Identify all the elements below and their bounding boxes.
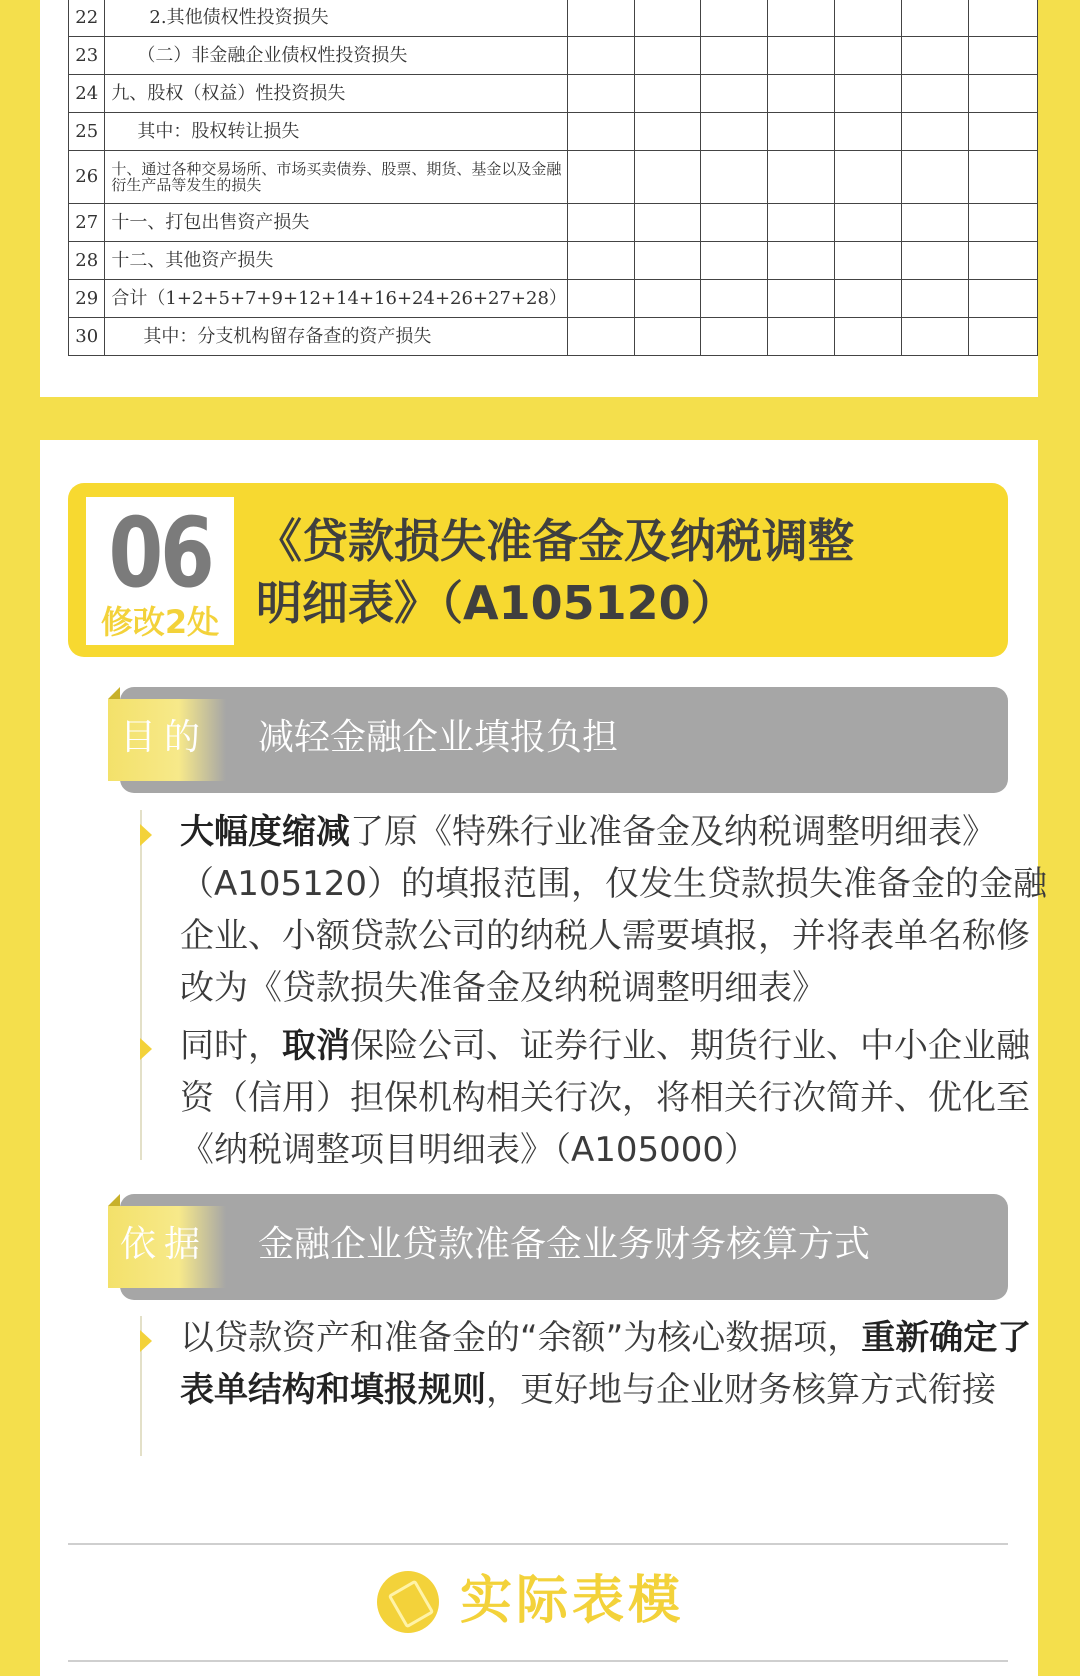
row-name: 九、股权（权益）性投资损失 — [105, 75, 568, 113]
basis-text: 金融企业贷款准备金业务财务核算方式 — [258, 1224, 871, 1265]
purpose-paragraph-1: 大幅度缩减了原《特殊行业准备金及纳税调整明细表》（A105120）的填报范围，仅发生贷款损失准备金的金融企业、小额贷款公司的纳税人需要填报，并将表单名称修改为《贷款损失准备金及纳税调整明细表》 — [180, 812, 1048, 1008]
row-number: 27 — [69, 204, 105, 242]
section-number-badge — [86, 497, 234, 645]
table-row — [69, 242, 1038, 280]
table-row — [69, 280, 1038, 318]
section-title-line1: 《贷款损失准备金及纳税调整 — [256, 514, 854, 568]
purpose-text: 减轻金融企业填报负担 — [258, 717, 619, 758]
row-number: 29 — [69, 280, 105, 318]
bullet-line — [140, 810, 142, 1160]
table-row — [69, 204, 1038, 242]
table-row — [69, 151, 1038, 204]
table-row — [69, 75, 1038, 113]
basis-bar — [80, 1194, 1008, 1300]
asset-loss-table-card — [40, 0, 1038, 397]
divider — [68, 1660, 1008, 1662]
row-number: 23 — [69, 37, 105, 75]
basis-paragraph: 以贷款资产和准备金的“余额”为核心数据项，重新确定了表单结构和填报规则，更好地与企业财务核算方式衔接 — [180, 1318, 1032, 1410]
row-number: 28 — [69, 242, 105, 280]
table-row — [69, 113, 1038, 151]
change-count-label: 修改2处 — [100, 603, 220, 641]
divider — [68, 1543, 1008, 1545]
bullet-arrow-icon — [140, 1038, 152, 1060]
row-number: 30 — [69, 318, 105, 356]
section-card — [40, 440, 1048, 1676]
table-row — [69, 37, 1038, 75]
section-title-line2: 明细表》（A105120） — [256, 576, 737, 630]
bullet-arrow-icon — [140, 1330, 152, 1352]
row-name: 2.其他债权性投资损失 — [105, 0, 568, 37]
row-name: 十、通过各种交易场所、市场买卖债券、股票、期货、基金以及金融衍生产品等发生的损失 — [105, 151, 568, 204]
purpose-bar — [80, 687, 1008, 793]
row-name: （二）非金融企业债权性投资损失 — [105, 37, 568, 75]
row-number: 26 — [69, 151, 105, 204]
row-name: 十一、打包出售资产损失 — [105, 204, 568, 242]
purpose-label: 目的 — [120, 717, 209, 758]
table-row — [69, 0, 1038, 37]
emphasis-text: 大幅度缩减 — [180, 812, 350, 852]
section-number: 06 — [108, 497, 212, 609]
emphasis-text: 取消 — [282, 1026, 350, 1066]
row-name: 合计（1+2+5+7+9+12+14+16+24+26+27+28） — [105, 280, 568, 318]
table-row — [69, 318, 1038, 356]
emphasis-text: 重新确定了表单结构和填报规则 — [180, 1318, 1032, 1410]
row-number: 25 — [69, 113, 105, 151]
row-name: 其中：分支机构留存备查的资产损失 — [105, 318, 568, 356]
row-number: 22 — [69, 0, 105, 37]
asset-loss-table — [68, 0, 1038, 356]
row-name: 其中：股权转让损失 — [105, 113, 568, 151]
pencil-icon — [377, 1571, 439, 1633]
purpose-paragraph-2: 同时，取消保险公司、证券行业、期货行业、中小企业融资（信用）担保机构相关行次，将相关行次简并、优化至《纳税调整项目明细表》（A105000） — [180, 1026, 1030, 1170]
footer-title: 实际表模 — [460, 1571, 685, 1631]
bullet-arrow-icon — [140, 824, 152, 846]
row-name: 十二、其他资产损失 — [105, 242, 568, 280]
basis-label: 依据 — [120, 1224, 209, 1265]
section-title — [256, 510, 976, 634]
row-number: 24 — [69, 75, 105, 113]
